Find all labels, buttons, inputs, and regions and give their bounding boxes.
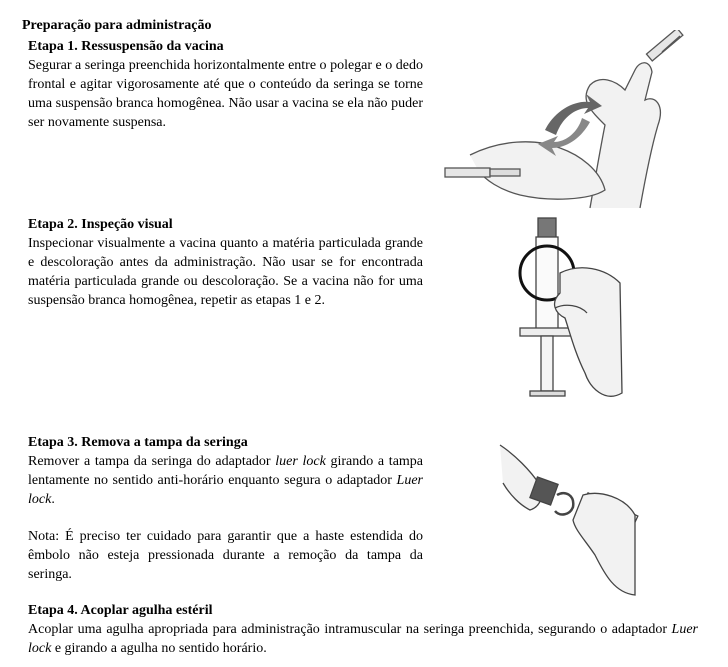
step-2-heading: Etapa 2. Inspeção visual: [28, 217, 173, 232]
step-1-body: Segurar a seringa preenchida horizontalmente entre o polegar e o dedo frontal e agitar vigorosamente até que o conteúdo da seringa se torne uma suspensão branca homogênea. Não usar a vacina se ela não puder ser novamente suspensa.: [28, 58, 423, 130]
step-3-body-text: Remover a tampa da seringa do adaptador: [28, 454, 276, 469]
step-3: [28, 433, 423, 584]
step-3-term-luer-lock-2: Luer lock: [28, 473, 423, 507]
step-2: [28, 215, 423, 310]
step-2-body: Inspecionar visualmente a vacina quanto a matéria particulada grande e descoloração antes da administração. Não usar se for encontrada matéria particulada grande ou descoloração. Se a vacina não for uma suspensão branca homogênea, repetir as etapas 1 e 2.: [28, 236, 423, 308]
step-1: [28, 37, 423, 132]
step-4-heading: Etapa 4. Acoplar agulha estéril: [28, 603, 213, 618]
step-4-body-end: e girando a agulha no sentido horário.: [51, 641, 267, 656]
step-3-note: Nota: É preciso ter cuidado para garantir que a haste estendida do êmbolo não esteja pressionada durante a remoção da tampa da seringa.: [28, 529, 423, 582]
step-4-term-luer-lock: Luer lock: [28, 622, 698, 656]
step-4: [28, 601, 698, 658]
step-3-term-luer-lock: luer lock: [275, 454, 326, 469]
shake-syringe-illustration: [440, 30, 685, 210]
step-3-body-text-2: girando a tampa lentamente no sentido anti-horário enquanto segura o adaptador: [28, 454, 424, 488]
remove-cap-illustration: [495, 435, 640, 597]
step-1-heading: Etapa 1. Ressuspensão da vacina: [28, 39, 224, 54]
inspect-syringe-illustration: [505, 213, 623, 425]
step-4-body: [28, 620, 698, 658]
section-title: Preparação para administração: [22, 18, 212, 33]
step-3-body-end: .: [51, 492, 55, 507]
step-4-body-text: Acoplar uma agulha apropriada para administração intramuscular na seringa preenchida, segurando o adaptador: [28, 622, 672, 637]
step-3-heading: Etapa 3. Remova a tampa da seringa: [28, 435, 248, 450]
step-3-body: [28, 452, 423, 509]
